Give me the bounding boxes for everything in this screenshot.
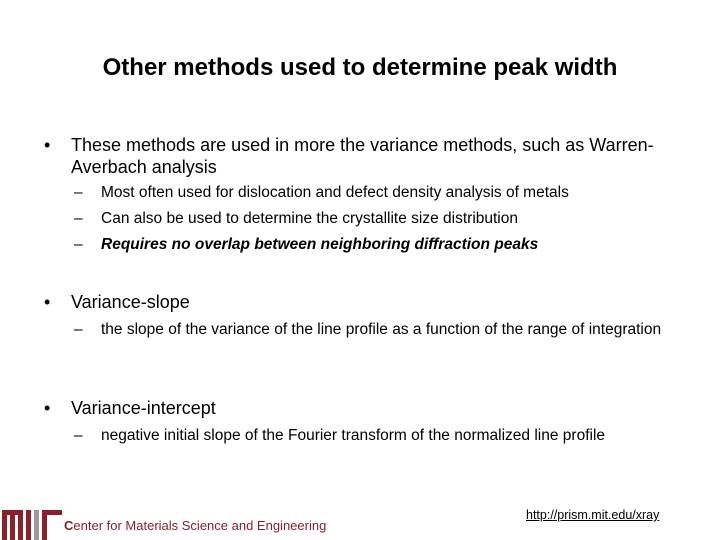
bullet-1-sub-2 xyxy=(74,209,684,229)
bullet-3-text: Variance-intercept xyxy=(71,398,216,418)
bullet-marker: • xyxy=(44,398,51,418)
bullet-2-sub-1 xyxy=(74,320,684,340)
bullet-1-sub-1 xyxy=(74,183,684,203)
bullet-marker: • xyxy=(44,292,51,312)
footer-center-name xyxy=(64,518,326,533)
bullet-marker: • xyxy=(44,135,51,155)
bullet-2 xyxy=(44,291,684,313)
slide-title: Other methods used to determine peak width xyxy=(102,54,618,81)
bullet-1-sub-2-text: Can also be used to determine the crystallite size distribution xyxy=(101,210,518,227)
bullet-1 xyxy=(44,134,684,178)
dash-marker: – xyxy=(74,236,83,253)
dash-marker: – xyxy=(74,210,83,227)
dash-marker: – xyxy=(74,184,83,201)
bullet-3 xyxy=(44,397,684,419)
bullet-1-sub-3-text: Requires no overlap between neighboring diffraction peaks xyxy=(101,236,539,253)
bullet-3-sub-1-text: negative initial slope of the Fourier transform of the normalized line profile xyxy=(101,427,606,444)
footer-url-link[interactable]: http://prism.mit.edu/xray xyxy=(526,508,660,522)
bullet-2-sub-1-text: the slope of the variance of the line profile as a function of the range of integration xyxy=(101,321,662,338)
bullet-1-sub-3 xyxy=(74,235,684,255)
mit-logo-icon xyxy=(0,506,62,540)
bullet-1-text: These methods are used in more the variance methods, such as Warren-Averbach analysis xyxy=(71,135,654,177)
bullet-1-sub-1-text: Most often used for dislocation and defect density analysis of metals xyxy=(101,184,569,201)
dash-marker: – xyxy=(74,321,83,338)
footer-center-initial: C xyxy=(64,518,74,533)
footer-center-rest: enter for Materials Science and Engineering xyxy=(73,518,327,533)
dash-marker: – xyxy=(74,427,83,444)
bullet-3-sub-1 xyxy=(74,426,684,446)
bullet-2-text: Variance-slope xyxy=(71,292,190,312)
